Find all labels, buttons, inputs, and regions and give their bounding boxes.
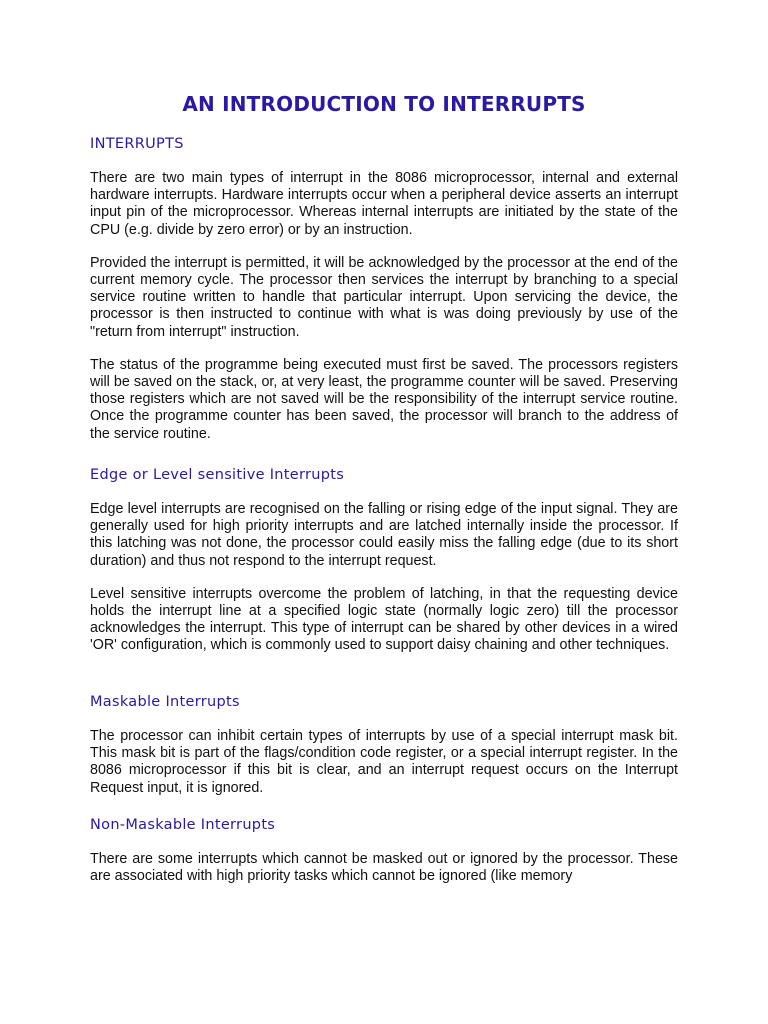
paragraph: There are some interrupts which cannot be masked out or ignored by the processor. These are associated with high priority tasks which cannot be ignored (like memory (90, 851, 678, 885)
section-heading: Edge or Level sensitive Interrupts (90, 467, 345, 483)
section-heading: Maskable Interrupts (90, 694, 240, 710)
section-maskable (90, 692, 678, 797)
section-edge-level (90, 465, 678, 655)
paragraph: Provided the interrupt is permitted, it will be acknowledged by the processor at the end of the current memory cycle. The processor then services the interrupt by branching to a special service routine written to handle that particular interrupt. Upon servicing the device, the processor is then instructed to continue with what is was doing previously by use of the "return from interrupt" instruction. (90, 254, 678, 340)
document-title: AN INTRODUCTION TO INTERRUPTS (182, 92, 586, 116)
paragraph: The status of the programme being executed must first be saved. The processors registers will be saved on the stack, or, at very least, the programme counter will be saved. Preserving those registers which are not saved will be the responsibility of the interrupt service routine. Once the programme counter has been saved, the processor will branch to the address of the service routine. (90, 356, 678, 442)
paragraph: There are two main types of interrupt in the 8086 microprocessor, internal and external hardware interrupts. Hardware interrupts occur when a peripheral device asserts an interrupt input pin of the microprocessor. Whereas internal interrupts are initiated by the state of the CPU (e.g. divide by zero error) or by an instruction. (90, 170, 678, 238)
section-heading: Non-Maskable Interrupts (90, 817, 276, 833)
section-non-maskable (90, 815, 678, 885)
paragraph: The processor can inhibit certain types of interrupts by use of a special interrupt mask bit. This mask bit is part of the flags/condition code register, or a special interrupt register. In the 8086 microprocessor if this bit is clear, and an interrupt request occurs on the Interrupt Request input, it is ignored. (90, 728, 678, 796)
section-heading: INTERRUPTS (90, 136, 184, 152)
paragraph: Level sensitive interrupts overcome the problem of latching, in that the requesting device holds the interrupt line at a specified logic state (normally logic zero) till the processor acknowledges the interrupt. This type of interrupt can be shared by other devices in a wired 'OR' configuration, which is commonly used to support daisy chaining and other techniques. (90, 585, 678, 654)
section-interrupts (90, 134, 678, 443)
document-page (90, 0, 678, 1024)
paragraph: Edge level interrupts are recognised on the falling or rising edge of the input signal. They are generally used for high priority interrupts and are latched internally inside the processor. If this latching was not done, the processor could easily miss the falling edge (due to its short duration) and thus not respond to the interrupt request. (90, 501, 678, 569)
